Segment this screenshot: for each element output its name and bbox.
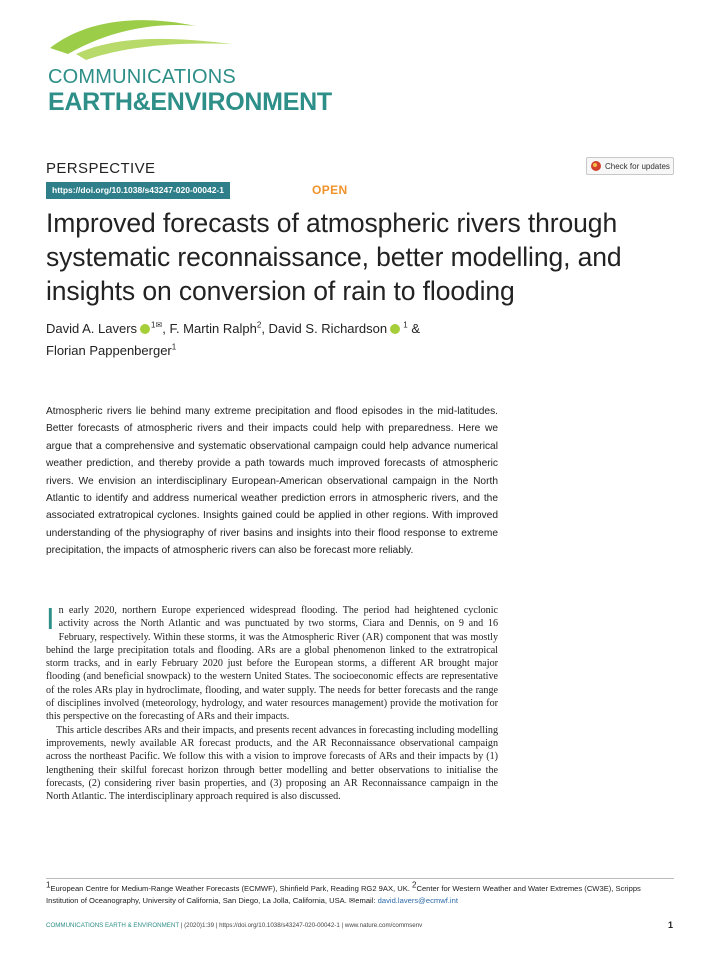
affiliations-footnote: [46, 880, 674, 907]
author-name[interactable]: F. Martin Ralph: [169, 321, 257, 336]
leaf-swoosh-icon: [46, 14, 236, 64]
author-affiliation: 1: [171, 342, 177, 352]
orcid-icon[interactable]: [140, 324, 150, 334]
footnote-marker: 1: [46, 880, 51, 890]
logo-text-communications: COMMUNICATIONS: [48, 66, 236, 88]
open-access-badge: OPEN: [312, 183, 348, 197]
author-name[interactable]: David S. Richardson: [268, 321, 388, 336]
author-name[interactable]: Florian Pappenberger: [46, 343, 172, 358]
article-title: Improved forecasts of atmospheric rivers through systematic reconnaissance, better modelling, and insights on conversion of rain to flooding: [46, 208, 622, 306]
check-for-updates-button[interactable]: [586, 157, 674, 175]
footer-citation[interactable]: | (2020)1:39 | https://doi.org/10.1038/s43247-020-00042-1 | www.nature.com/commsenv: [179, 922, 423, 929]
abstract: Atmospheric rivers lie behind many extreme precipitation and flood episodes in the mid-latitudes. Better forecasts of atmospheric rivers and their impacts could help with preparedness. Here we argue that a comprehensive and systematic observational campaign could help advance numerical weather prediction, and thereby provide a path towards much improved forecasts of atmospheric rivers. We envision an interdisciplinary European-American observational campaign in the North Atlantic to identify and address numerical weather prediction errors in atmospheric rivers, and the associated extratropical cyclones. Insights gained could be applied in other regions. With improved understanding of the physiography of river basins and insights into their flood response to extreme precipitation, the impacts of atmospheric rivers can also be forecast more reliably.: [46, 406, 498, 557]
author-email-link[interactable]: david.lavers@ecmwf.int: [377, 896, 458, 905]
affiliation-2: Center for Western Weather and Water Extremes (CW3E), Scripps Institution of Oceanography, University of California, San Diego, La Jolla, California, USA.: [46, 884, 641, 905]
author-separator: ,: [162, 321, 170, 336]
crossmark-icon: [591, 161, 601, 171]
page-number: 1: [668, 920, 674, 930]
author-affiliation: 1: [401, 320, 408, 330]
author-affiliation: 1✉: [151, 320, 163, 330]
author-separator: &: [407, 321, 421, 336]
author-affiliation: 2: [256, 320, 262, 330]
journal-logo[interactable]: [46, 14, 406, 114]
check-for-updates-label: Check for updates: [605, 161, 670, 171]
body-paragraph: This article describes ARs and their impacts, and presents recent advances in forecasting including modelling improvements, newly available AR forecast products, and the AR Reconnaissance observational campaign across the northeast Pacific. We follow this with a vision to improve forecasts of ARs and their impacts by (1) lengthening their skilful forecast horizon through better modelling and better observations to initialise the forecasts, (2) considering river basin properties, and (3) proposing an AR Reconnaissance campaign in the North Atlantic. The interdisciplinary approach required is also discussed.: [46, 724, 498, 803]
affiliation-1: European Centre for Medium-Range Weather Forecasts (ECMWF), Shinfield Park, Reading RG2 9AX, UK.: [50, 884, 413, 893]
body-paragraph: [46, 601, 498, 724]
drop-cap: I: [46, 601, 55, 636]
author-list: [46, 318, 646, 362]
email-label: ✉email:: [348, 896, 378, 905]
page-footer: [46, 922, 674, 929]
article-body: [46, 601, 498, 803]
author-separator: ,: [261, 321, 269, 336]
footer-journal-name: COMMUNICATIONS EARTH & ENVIRONMENT: [46, 922, 180, 929]
footnote-divider: [46, 878, 674, 879]
orcid-icon[interactable]: [390, 324, 400, 334]
article-type: PERSPECTIVE: [46, 160, 156, 177]
body-paragraph-text: n early 2020, northern Europe experienced widespread flooding. The period had heightened cyclonic activity across the North Atlantic and was punctuated by two storms, Ciara and Dennis, on 9 and 16 February, respectively. Within these storms, it was the Atmospheric River (AR) component that was mostly behind the large precipitation totals and flooding. ARs are a global phenomenon linked to the extratropical storm tracks, and in early February 2020 just before the European storms, a different AR brought major flooding (and beneficial snowpack) to the western United States. The socioeconomic effects are representative of the roles ARs play in hydroclimate, flooding, and water supply. The needs for better forecasts and the range of disciplines involved (meteorology, hydrology, and water resources management) provide the motivation for this perspective on the forecasting of ARs and their impacts.: [46, 605, 498, 723]
logo-text-earth-environment: EARTH&ENVIRONMENT: [48, 88, 332, 116]
doi-link[interactable]: https://doi.org/10.1038/s43247-020-00042-1: [46, 182, 230, 199]
footnote-marker: 2: [412, 880, 417, 890]
author-name[interactable]: David A. Lavers: [46, 321, 138, 336]
